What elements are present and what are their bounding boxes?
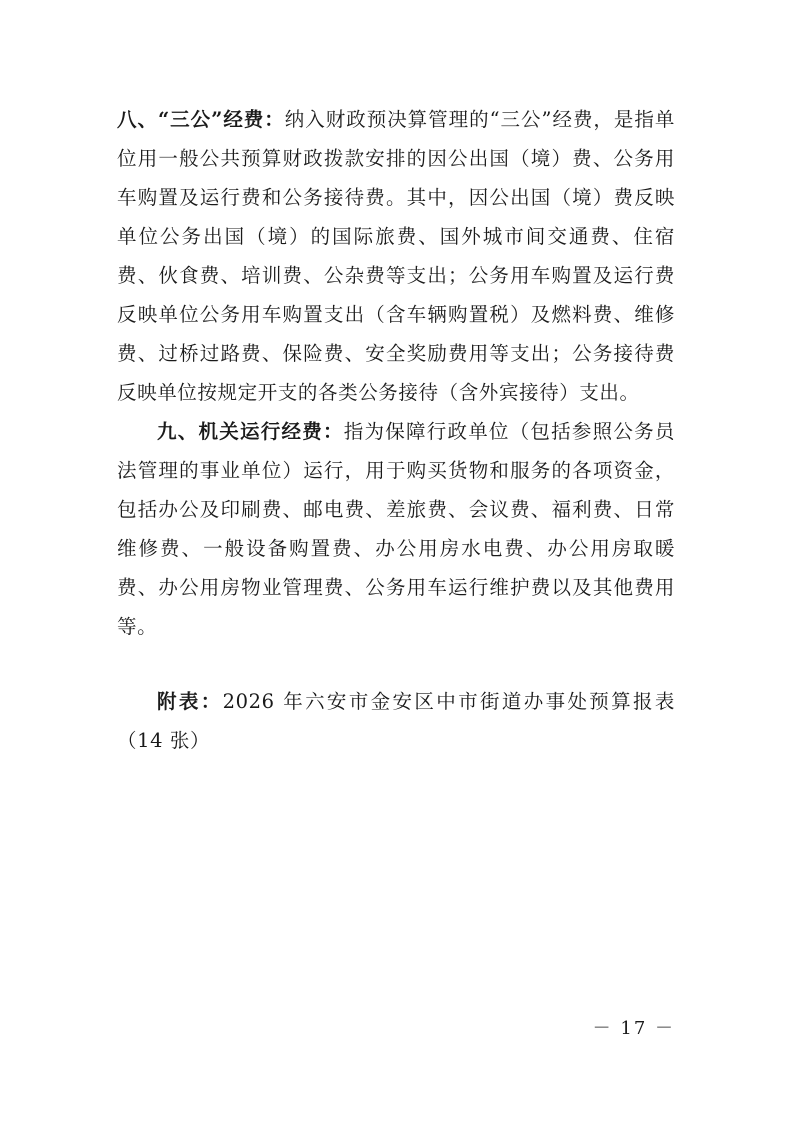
attachment-text: 2026 年六安市金安区中市街道办事处预算报表（14 张） (117, 690, 676, 752)
page-number: － 17 － (592, 1018, 675, 1039)
section-operating-expenses-text: 指为保障行政单位（包括参照公务员法管理的事业单位）运行，用于购买货物和服务的各项资金，包括办公及印刷费、邮电费、差旅费、会议费、福利费、日常维修费、一般设备购置费、办公用房水电费、办公用房取暖费、办公用房物业管理费、公务用车运行维护费以及其他费用等。 (117, 420, 675, 638)
attachment-heading: 附表： (157, 690, 223, 713)
attachment-note (117, 682, 675, 760)
section-three-public-expenses-heading: 八、“三公”经费： (117, 108, 285, 131)
section-operating-expenses-heading: 九、机关运行经费： (157, 420, 344, 443)
section-three-public-expenses-text: 纳入财政预决算管理的“三公”经费，是指单位用一般公共预算财政拨款安排的因公出国（境）费、公务用车购置及运行费和公务接待费。其中，因公出国（境）费反映单位公务出国（境）的国际旅费、国外城市间交通费、住宿费、伙食费、培训费、公杂费等支出；公务用车购置及运行费反映单位公务用车购置支出（含车辆购置税）及燃料费、维修费、过桥过路费、保险费、安全奖励费用等支出；公务接待费反映单位按规定开支的各类公务接待（含外宾接待）支出。 (117, 108, 675, 404)
document-body (117, 100, 675, 760)
section-operating-expenses (117, 412, 675, 646)
section-three-public-expenses (117, 100, 675, 412)
